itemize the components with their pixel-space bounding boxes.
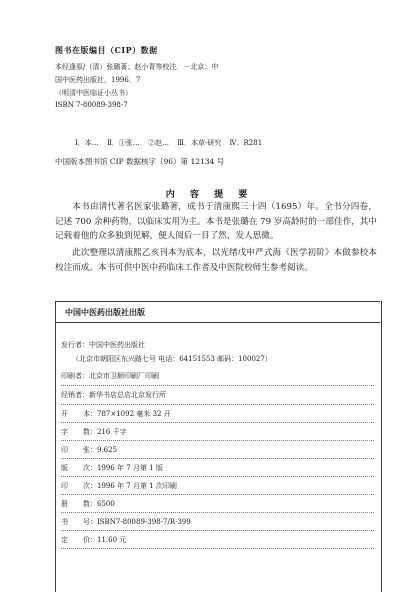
- imprint-row-label: 开: [61, 410, 72, 418]
- imprint-top-rule: [55, 301, 380, 302]
- seller-value: 新华书店总店北京发行所: [89, 391, 166, 399]
- imprint-address: （北京市朝阳区东兴路七号 电话：64151553 邮码：100027）: [72, 355, 272, 363]
- imprint-row: [61, 534, 126, 547]
- publisher-name: 中国中医药出版社出版: [65, 307, 145, 317]
- cip-line: （明清中医临证小丛书）: [55, 89, 132, 97]
- imprint-row-value: 数：216 千字: [83, 428, 127, 436]
- cip-title: 图书在版编目（CIP）数据: [55, 45, 158, 55]
- imprint-row-label: 书: [61, 518, 72, 526]
- dotted-divider: [61, 404, 374, 405]
- imprint-row: [61, 444, 117, 457]
- imprint-row: [61, 498, 115, 511]
- distributor-label: 发行者：: [61, 341, 89, 349]
- imprint-row-label: 定: [61, 536, 72, 544]
- imprint-row-value: 本：787×1092 毫米 32 开: [83, 410, 171, 418]
- imprint-row-label: 字: [61, 428, 72, 436]
- imprint-row-value: 数：6500: [83, 500, 115, 508]
- cip-line: 本经逢原/（清）张璐著；赵小青等校注．－北京：中: [55, 63, 219, 71]
- cip-line: 国中医药出版社，1996．7: [55, 76, 141, 84]
- imprint-seller: [61, 389, 166, 402]
- dotted-divider: [61, 548, 374, 549]
- imprint-row-value: 号：ISBN7-80089-398-7/R·399: [83, 518, 191, 526]
- distributor-value: 中国中医药出版社: [89, 341, 145, 349]
- imprint-row-value: 价：11.60 元: [83, 536, 127, 544]
- cip-classification: Ⅰ．本… Ⅱ．①张… ②赵… Ⅲ．本草-研究 Ⅳ．R281: [75, 139, 263, 147]
- imprint-row-label: 册: [61, 500, 72, 508]
- printer-value: 北京市卫顺印刷厂印刷: [89, 372, 159, 380]
- imprint-divider: [55, 322, 380, 323]
- dotted-divider: [61, 530, 374, 531]
- dotted-divider: [61, 385, 374, 386]
- printer-label: 印刷者：: [61, 372, 89, 380]
- imprint-row: [61, 516, 191, 529]
- cip-line: ISBN 7-80089-398-7: [55, 101, 128, 109]
- imprint-row-label: 版: [61, 464, 72, 472]
- imprint-row-label: 印: [61, 446, 72, 454]
- summary-heading: 内 容 提 要: [165, 190, 254, 200]
- imprint-row-value: 次：1996 年 7 月第 1 版: [83, 464, 163, 472]
- imprint-row: [61, 408, 171, 421]
- seller-label: 经销者：: [61, 391, 89, 399]
- dotted-divider: [61, 476, 374, 477]
- summary-paragraph: 本书由清代著名医家张璐著，成书于清康熙三十四（1695）年。全书分四卷，记述 700 余种药物，以临床实用为主。本书是张璐在 79 岁高龄时的一部佳作，其中记载着他的众多独到见解，便人阅后一目了然，发人思微。: [55, 202, 377, 241]
- imprint-row: [61, 426, 127, 439]
- dotted-divider: [61, 494, 374, 495]
- imprint-printer: [61, 370, 159, 383]
- dotted-divider: [61, 440, 374, 441]
- cip-library-number: 中国版本图书馆 CIP 数据核字（96）第 12134 号: [55, 157, 225, 166]
- imprint-row-value: 次：1996 年 7 月第 1 次印刷: [83, 482, 177, 490]
- imprint-row-value: 张：9.625: [83, 446, 118, 454]
- dotted-divider: [61, 422, 374, 423]
- imprint-row: [61, 462, 163, 475]
- dotted-divider: [61, 458, 374, 459]
- imprint-row-label: 印: [61, 482, 72, 490]
- summary-paragraph: 此次整理以清康熙乙亥刊本为底本，以光绪戊申严式海《医学初阶》本做参校本校注而成。本书可供中医中药临床工作者及中医院校师生参考阅读。: [55, 248, 377, 273]
- dotted-divider: [61, 512, 374, 513]
- imprint-row: [61, 480, 177, 493]
- imprint-distributor: [61, 339, 145, 352]
